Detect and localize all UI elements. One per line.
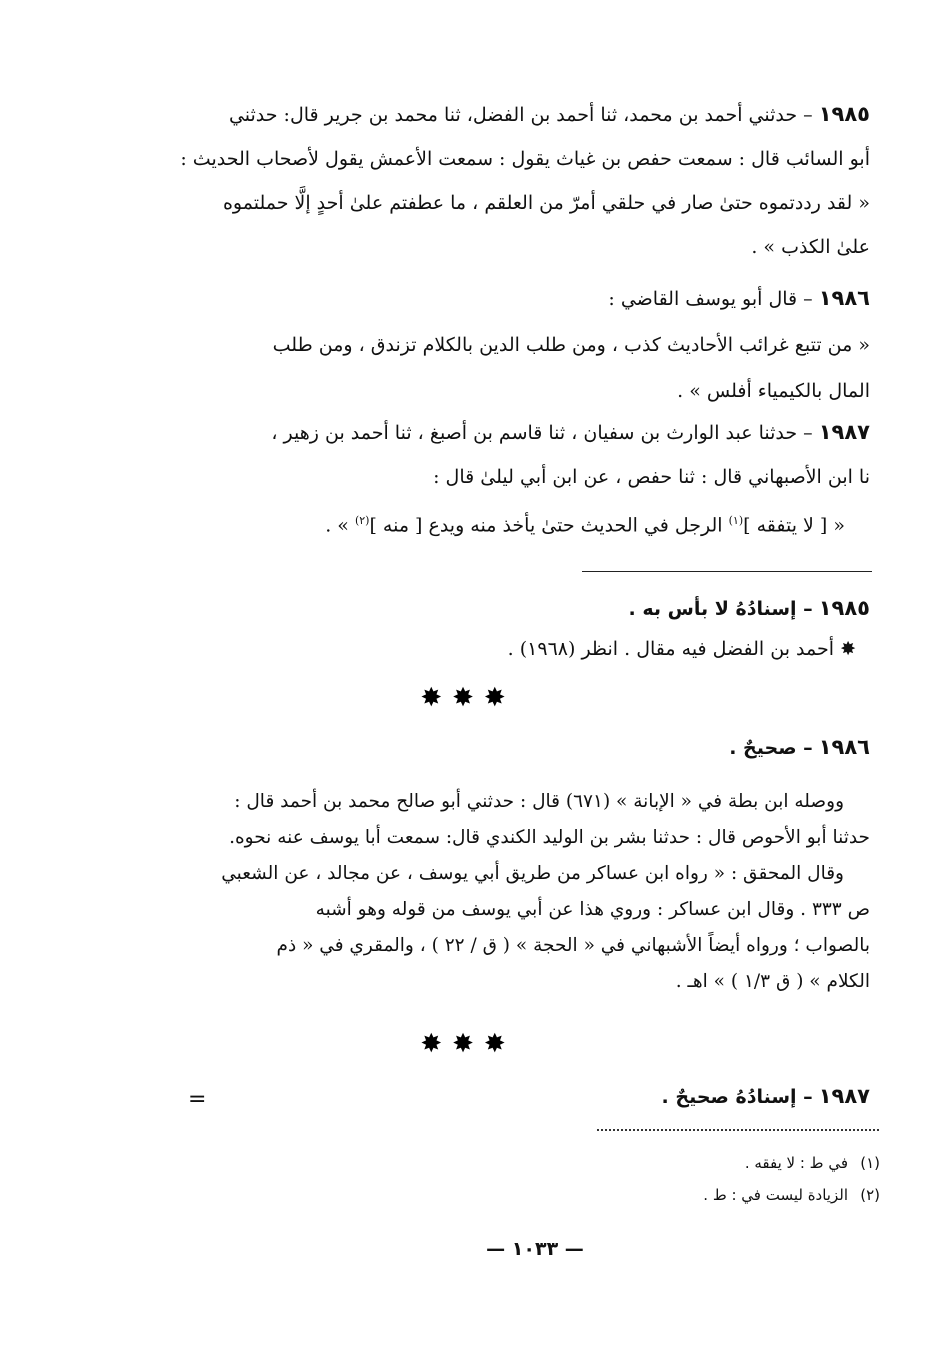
commentary-line: ووصله ابن بطة في « الإبانة » (٦٧١) قال : حدثني أبو صالح محمد بن أحمد قال : xyxy=(234,791,844,812)
commentary-number: ١٩٨٧ xyxy=(818,1084,870,1108)
hadith-line: علىٰ الكذب » . xyxy=(751,236,870,258)
commentary-1986-body xyxy=(170,784,870,1000)
footnote-text: في ط : لا يفقه . xyxy=(744,1154,848,1172)
hadith-quote: « [ لا يتفقه ]$^{(١)}$ الرجل في الحديث حتىٰ يأخذ منه ويدع [ منه ]$^{(٢)}$ » . xyxy=(325,514,845,537)
commentary-1986-head xyxy=(170,727,870,768)
footnote-separator xyxy=(597,1129,879,1131)
continuation-mark: = xyxy=(188,1087,207,1112)
footnote-number: (٢) xyxy=(860,1186,880,1204)
section-divider xyxy=(582,571,872,572)
hadith-1987 xyxy=(170,410,870,547)
footnote-ref: (١) xyxy=(728,514,744,527)
hadith-line: « من تتبع غرائب الأحاديث كذب ، ومن طلب الدين بالكلام تزندق ، ومن طلب xyxy=(272,334,870,356)
hadith-line: ١٩٨٥ – حدثني أحمد بن محمد، ثنا أحمد بن الفضل، ثنا محمد بن جرير قال: حدثني xyxy=(228,102,870,126)
footnote-text: الزيادة ليست في : ط . xyxy=(703,1186,848,1204)
commentary-line: وقال المحقق : « رواه ابن عساكر من طريق أبي يوسف ، عن مجالد ، عن الشعبي xyxy=(221,863,844,884)
hadith-number: ١٩٨٥ xyxy=(818,102,870,126)
hadith-line: أبو السائب قال : سمعت حفص بن غياث يقول : سمعت الأعمش يقول لأصحاب الحديث : xyxy=(180,148,870,170)
commentary-number: ١٩٨٥ xyxy=(818,596,870,620)
commentary-1985 xyxy=(170,588,870,669)
hadith-line: المال بالكيمياء أفلس » . xyxy=(677,380,870,402)
footnote xyxy=(620,1186,880,1204)
hadith-line: ١٩٨٦ – قال أبو يوسف القاضي : xyxy=(608,286,870,310)
section-separator-stars: ✸✸✸ xyxy=(420,683,516,713)
hadith-line: نا ابن الأصبهاني قال : ثنا حفص ، عن ابن أبي ليلىٰ قال : xyxy=(433,466,870,488)
hadith-line: ١٩٨٧ – حدثنا عبد الوارث بن سفيان ، ثنا قاسم بن أصبغ ، ثنا أحمد بن زهير ، xyxy=(271,420,870,444)
verdict: – صحيحٌ . xyxy=(729,737,813,759)
star-icon: ✸ xyxy=(840,638,856,660)
hadith-number: ١٩٨٦ xyxy=(818,286,870,310)
hadith-1985 xyxy=(170,92,870,269)
verdict: – إسنادُهُ صحيحٌ . xyxy=(661,1086,813,1108)
narrator-note: ✸ أحمد بن الفضل فيه مقال . انظر (١٩٦٨) . xyxy=(507,638,856,660)
commentary-number: ١٩٨٦ xyxy=(818,735,870,759)
hadith-1986 xyxy=(170,275,870,414)
commentary-1987 xyxy=(170,1076,870,1117)
page-number: — ١٠٣٣ — xyxy=(486,1238,584,1260)
commentary-line: ص ٣٣٣ . وقال ابن عساكر : وروي هذا عن أبي يوسف من قوله وهو أشبه xyxy=(315,899,870,920)
commentary-line: الكلام » ( ق ١/٣ ) » اهـ . xyxy=(675,971,870,992)
footnote-number: (١) xyxy=(860,1154,880,1172)
commentary-line: حدثنا أبو الأحوص قال : حدثنا بشر بن الوليد الكندي قال: سمعت أبا يوسف عنه نحوه. xyxy=(229,827,870,848)
footnote-ref: (٢) xyxy=(354,514,370,527)
hadith-line: « لقد رددتموه حتىٰ صار في حلقي أمرّ من العلقم ، ما عطفتم علىٰ أحدٍ إلَّا حملتموه xyxy=(222,192,870,214)
footnote xyxy=(620,1154,880,1172)
hadith-number: ١٩٨٧ xyxy=(818,420,870,444)
commentary-line: بالصواب ؛ ورواه أيضاً الأشبهاني في « الحجة » ( ق / ٢٢ ) ، والمقري في « ذم xyxy=(276,935,870,956)
section-separator-stars: ✸✸✸ xyxy=(420,1029,516,1059)
verdict: – إسنادُهُ لا بأس به . xyxy=(628,598,813,620)
